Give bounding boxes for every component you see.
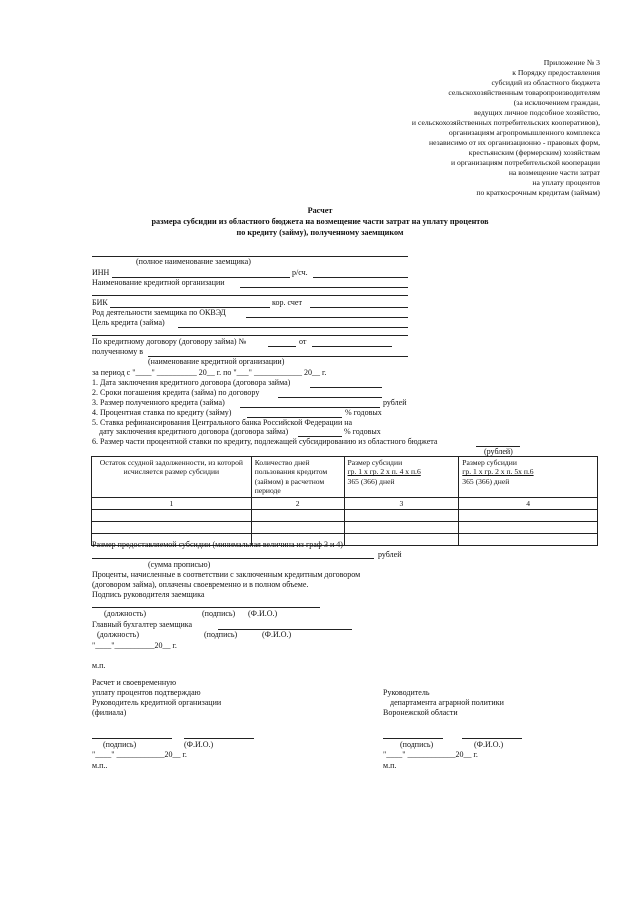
item-3-unit: рублей <box>383 398 407 407</box>
table-cell[interactable] <box>459 534 598 546</box>
annex-line: и сельскохозяйственных потребительских кооперативов), <box>411 118 600 127</box>
col-number-4: 4 <box>459 497 598 509</box>
corr-account-label: кор. счет <box>272 298 302 307</box>
table-cell[interactable] <box>459 522 598 534</box>
table-cell[interactable] <box>344 510 459 522</box>
credit-org-field[interactable] <box>240 287 408 288</box>
subsidy-amount-label: Размер предоставляемой субсидии (минимальная величина из граф 3 и 4) <box>92 540 343 549</box>
document-title-line3: по кредиту (займу), полученному заемщиком <box>236 228 404 237</box>
col-3-formula: гр. 1 х гр. 2 х п. 4 х п.6 <box>347 467 421 477</box>
annex-line: к Порядку предоставления <box>512 68 600 77</box>
item-2-field[interactable] <box>278 397 382 398</box>
col-3-header <box>344 457 459 498</box>
signature-caption: (подпись) <box>202 609 236 618</box>
col-number-2: 2 <box>251 497 344 509</box>
period-line: за период с "____" __________ 20__ г. по "___" ____________ 20__ г. <box>92 368 327 377</box>
fio-caption: (Ф.И.О.) <box>248 609 278 618</box>
table-row[interactable] <box>92 522 598 534</box>
credit-org-caption: (наименование кредитной организации) <box>148 357 285 366</box>
document-title-line2: размера субсидии из областного бюджета на возмещение части затрат на уплату процентов <box>151 217 489 226</box>
col-2-header: Количество дней пользования кредитом (займом) в расчетном периоде <box>251 457 344 498</box>
annex-line: по краткосрочным кредитам (займам) <box>476 188 600 197</box>
item-2-label: 2. Сроки погашения кредита (займа) по договору <box>92 388 260 397</box>
bank-fio-line[interactable] <box>184 738 254 739</box>
agreement-label: По кредитному договору (договору займа) № <box>92 337 247 346</box>
credit-purpose-label: Цель кредита (займа) <box>92 318 165 327</box>
confirm-line-3: Руководитель кредитной организации <box>92 698 222 707</box>
okved-label: Род деятельности заемщика по ОКВЭД <box>92 308 226 317</box>
table-cell[interactable] <box>459 510 598 522</box>
chief-accountant-label: Главный бухгалтер заемщика <box>92 620 193 629</box>
credit-org-label: Наименование кредитной организации <box>92 278 225 287</box>
subsidy-amount-field[interactable] <box>92 558 374 559</box>
document-title: Расчет <box>307 206 333 215</box>
dept-date-line: "____" ____________20__ г. <box>383 750 478 759</box>
item-1-label: 1. Дата заключения кредитного договора (договора займа) <box>92 378 291 387</box>
col-4-formula: гр. 1 х гр. 2 х п. 5х п.6 <box>462 467 534 477</box>
table-row[interactable] <box>92 510 598 522</box>
annex-line: сельскохозяйственным товаропроизводителям <box>448 88 600 97</box>
account-label: р/сч. <box>292 268 308 277</box>
annex-line: ведущих личное подсобное хозяйство, <box>473 108 600 117</box>
annex-line: организациям агропромышленного комплекса <box>448 128 600 137</box>
bank-fio-caption: (Ф.И.О.) <box>184 740 214 749</box>
col-4-title: Размер субсидии <box>462 458 517 467</box>
received-by-label: полученному в <box>92 347 143 356</box>
col-number-3: 3 <box>344 497 459 509</box>
col-4-header <box>459 457 598 498</box>
table-cell[interactable] <box>251 522 344 534</box>
confirm-line-2: уплату процентов подтверждаю <box>92 688 201 697</box>
stamp-mark: м.п. <box>92 661 106 670</box>
annex-line: субсидий из областного бюджета <box>491 78 600 87</box>
dept-head-label: Руководитель <box>383 688 430 697</box>
bank-signature-caption: (подпись) <box>103 740 137 749</box>
col-number-1: 1 <box>92 497 252 509</box>
item-5-unit: % годовых <box>344 427 381 436</box>
borrower-head-signature-line[interactable] <box>92 607 320 608</box>
dept-fio-caption: (Ф.И.О.) <box>474 740 504 749</box>
table-header-row <box>92 457 598 498</box>
annex-line: Приложение № 3 <box>543 58 600 67</box>
bank-date-line: "____" ____________20__ г. <box>92 750 187 759</box>
credit-org-field-2[interactable] <box>92 295 408 296</box>
signature-caption-2: (подпись) <box>204 630 238 639</box>
col-4-days: 365 (366) дней <box>462 476 510 486</box>
item-5-label-2: дату заключения кредитного договора (договора займа) <box>99 427 289 436</box>
item-3-label: 3. Размер полученного кредита (займа) <box>92 398 225 407</box>
col-3-title: Размер субсидии <box>347 458 403 467</box>
bik-label: БИК <box>92 298 108 307</box>
agreement-date-field[interactable] <box>312 346 392 347</box>
interest-statement-2: (договором займа), оплачены своевременно и в полном объеме. <box>92 580 309 589</box>
table-cell[interactable] <box>344 522 459 534</box>
credit-purpose-field[interactable] <box>178 327 408 328</box>
confirm-line-1: Расчет и своевременную <box>92 678 177 687</box>
item-6-label: 6. Размер части процентной ставки по кредиту, подлежащей субсидированию из областного бюджета <box>92 437 438 446</box>
borrower-name-caption: (полное наименование заемщика) <box>136 257 251 266</box>
dept-name-label: департамента аграрной политики <box>390 698 504 707</box>
table-cell[interactable] <box>251 510 344 522</box>
agreement-number-field[interactable] <box>268 346 296 347</box>
table-number-row <box>92 497 598 509</box>
annex-line: на возмещение части затрат <box>508 168 600 177</box>
bank-stamp-mark: м.п.. <box>92 761 108 770</box>
inn-label: ИНН <box>92 268 110 277</box>
position-caption: (должность) <box>104 609 146 618</box>
dept-fio-line[interactable] <box>462 738 522 739</box>
date-line: "____"__________20__ г. <box>92 641 177 650</box>
position-caption-2: (должность) <box>97 630 139 639</box>
annex-line: (за исключением граждан, <box>513 98 600 107</box>
annex-block <box>340 58 600 198</box>
bank-signature-line[interactable] <box>92 738 172 739</box>
okved-field[interactable] <box>246 317 408 318</box>
item-4-unit: % годовых <box>345 408 382 417</box>
item-4-label: 4. Процентная ставка по кредиту (займу) <box>92 408 232 417</box>
dept-stamp-mark: м.п. <box>383 761 397 770</box>
corr-account-field[interactable] <box>310 307 408 308</box>
amount-in-words-caption: (сумма прописью) <box>148 560 211 569</box>
interest-statement: Проценты, начисленные в соответствии с заключенным кредитным договором <box>92 570 361 579</box>
annex-line: на уплату процентов <box>532 178 600 187</box>
subsidy-table <box>91 456 598 546</box>
annex-line: крестьянским (фермерским) хозяйствам <box>468 148 600 157</box>
table-cell[interactable] <box>92 510 252 522</box>
col-1-header: Остаток ссудной задолженности, из которой исчисляется размер субсидии <box>92 457 252 498</box>
fio-caption-2: (Ф.И.О.) <box>262 630 292 639</box>
item-5-label: 5. Ставка рефинансирования Центрального банка Российской Федерации на <box>92 418 353 427</box>
table-cell[interactable] <box>92 522 252 534</box>
region-label: Воронежской области <box>383 708 458 717</box>
table-cell[interactable] <box>344 534 459 546</box>
agreement-from-label: от <box>299 337 307 346</box>
subsidy-amount-unit: рублей <box>378 550 402 559</box>
dept-signature-caption: (подпись) <box>400 740 434 749</box>
item-1-field[interactable] <box>310 387 382 388</box>
borrower-head-signature-label: Подпись руководителя заемщика <box>92 590 205 599</box>
confirm-line-4: (филиала) <box>92 708 127 717</box>
annex-line: независимо от их организационно - правовых форм, <box>428 138 600 147</box>
account-field[interactable] <box>313 277 408 278</box>
dept-signature-line[interactable] <box>383 738 443 739</box>
col-3-days: 365 (366) дней <box>347 476 395 486</box>
annex-line: и организациям потребительской кооперации <box>450 158 600 167</box>
credit-purpose-field-2[interactable] <box>92 335 408 336</box>
item-6-unit: (рублей) <box>484 447 513 456</box>
